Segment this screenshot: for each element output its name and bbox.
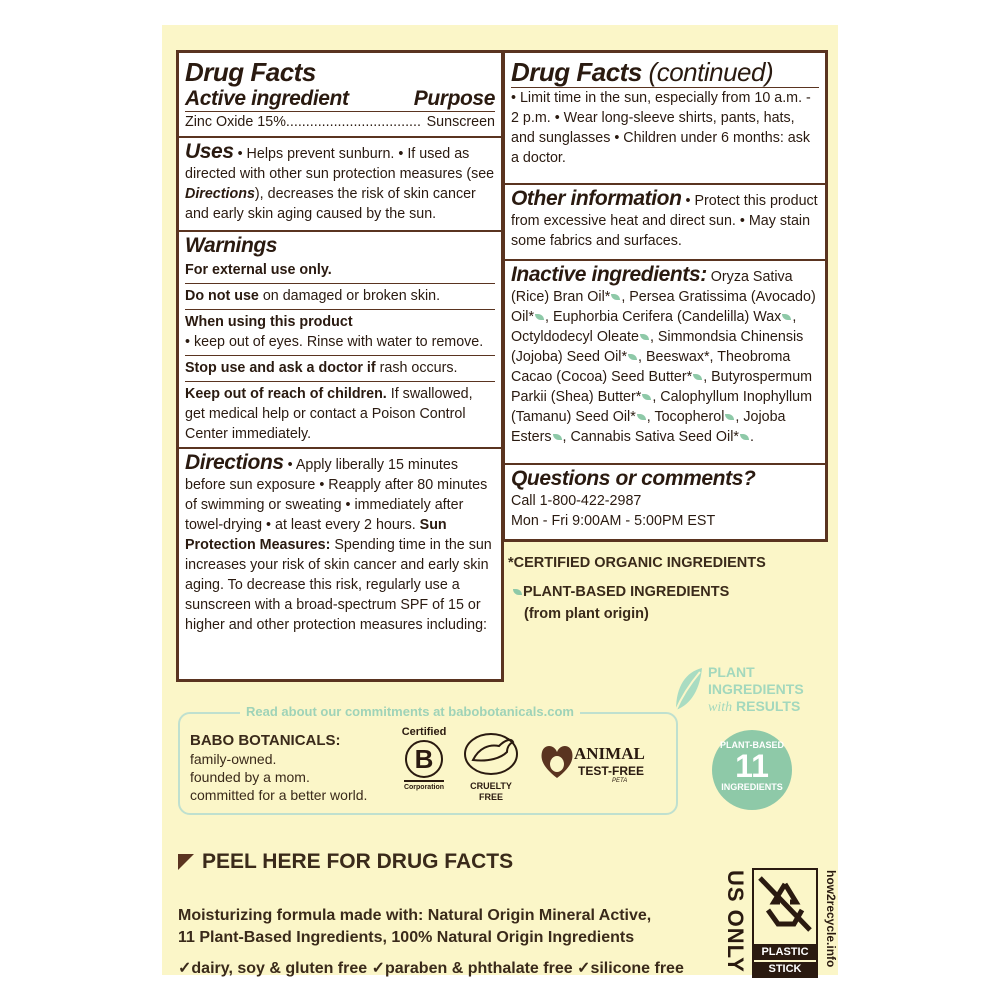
recycle-stick: STICK xyxy=(754,962,816,976)
when-using xyxy=(185,310,495,356)
inactive-p2: , Persea Gratissima (Avocado) Oil* xyxy=(511,289,816,325)
ingredient-purpose: Sunscreen xyxy=(426,114,495,130)
moist-line-1: Moisturizing formula made with: Natural Origin Mineral Active, xyxy=(178,907,652,924)
questions-hours: Mon - Fri 9:00AM - 5:00PM EST xyxy=(511,513,716,529)
continued-title xyxy=(511,57,819,87)
inactive-title: Inactive ingredients: xyxy=(511,263,707,286)
uses-directions-word: Directions xyxy=(185,186,255,202)
cruelty-text-1: CRUELTY xyxy=(470,781,512,791)
inactive-p6: , Beeswax*, Theobroma Cacao (Cocoa) Seed Butter* xyxy=(511,349,791,385)
bcorp-corporation: Corporation xyxy=(403,784,445,791)
peel-here-tab[interactable] xyxy=(178,850,513,874)
inactive-section xyxy=(505,261,825,465)
drug-facts-header xyxy=(179,53,501,138)
cruelty-text-2: FREE xyxy=(478,792,503,802)
peel-here-text: PEEL HERE FOR DRUG FACTS xyxy=(202,850,514,873)
recycle-badge xyxy=(752,868,818,978)
plant-results-text xyxy=(708,664,804,716)
drug-facts-left-panel xyxy=(176,50,504,682)
inactive-p3: , Euphorbia Cerifera (Candelilla) Wax xyxy=(545,309,782,325)
inactive-p9: , Tocopherol xyxy=(646,409,725,425)
inactive-p1: Oryza Sativa (Rice) Bran Oil* xyxy=(511,269,793,305)
plant-origin-legend: (from plant origin) xyxy=(524,606,649,622)
babo-line-3: committed for a better world. xyxy=(190,787,368,803)
babo-title: BABO BOTANICALS: xyxy=(190,732,341,749)
leaping-bunny-icon xyxy=(461,730,521,776)
plant-leaf-icon xyxy=(642,394,651,400)
drug-facts-title: Drug Facts xyxy=(185,57,316,87)
plant-based-text: PLANT-BASED INGREDIENTS xyxy=(523,584,730,600)
plant-results-results: RESULTS xyxy=(732,698,801,714)
moist-line-2: 11 Plant-Based Ingredients, 100% Natural Origin Ingredients xyxy=(178,929,635,946)
when-using-text: • keep out of eyes. Rinse with water to remove. xyxy=(185,334,484,350)
us-only-label: US ONLY xyxy=(723,870,748,973)
bcorp-circle-icon xyxy=(405,740,443,778)
warnings-section xyxy=(179,232,501,449)
purpose-label: Purpose xyxy=(413,87,495,110)
continued-word: (continued) xyxy=(648,57,774,87)
ingredient-name: Zinc Oxide 15%.................................. xyxy=(185,114,421,130)
inactive-p5: , Simmondsia Chinensis (Jojoba) Seed Oil* xyxy=(511,329,804,365)
other-info-title: Other information xyxy=(511,187,682,210)
bcorp-underline xyxy=(404,780,444,782)
other-info-section xyxy=(505,185,825,261)
questions-section xyxy=(505,465,825,535)
continued-section xyxy=(505,53,825,185)
other-info-text: • Protect this product from excessive heat and direct sun. • May stain some fabrics and surfaces. xyxy=(511,193,818,249)
uses-title: Uses xyxy=(185,140,234,163)
plant-leaf-icon xyxy=(782,314,791,320)
inactive-p11: , Cannabis Sativa Seed Oil* xyxy=(562,429,739,445)
babo-line-2: founded by a mom. xyxy=(190,769,310,785)
babo-line-1: family-owned. xyxy=(190,751,277,767)
recycle-plastic: PLASTIC xyxy=(754,944,816,960)
active-ingredient-label: Active ingredient xyxy=(185,87,349,110)
keep-out xyxy=(185,382,495,447)
animal-text-2: TEST-FREE xyxy=(578,764,645,778)
inactive-p12: . xyxy=(749,429,754,445)
how2recycle-url: how2recycle.info xyxy=(824,870,838,968)
animal-text-1: ANIMAL xyxy=(574,744,645,763)
uses-section xyxy=(179,138,501,232)
plant-leaf-icon xyxy=(693,374,702,380)
plant-results-line3 xyxy=(708,698,804,716)
keep-out-bold: Keep out of reach of children. xyxy=(185,386,387,402)
do-not-use-rest: on damaged or broken skin. xyxy=(258,288,441,304)
stop-use-rest: rash occurs. xyxy=(375,360,458,376)
read-about-link[interactable]: Read about our commitments at babobotanicals.com xyxy=(240,704,580,719)
plant-based-11-badge xyxy=(712,730,792,810)
plant-results-with: with xyxy=(708,700,733,715)
external-use: For external use only. xyxy=(185,258,495,284)
inactive-p10: , Jojoba Esters xyxy=(511,409,786,445)
plant-leaf-icon xyxy=(740,434,749,440)
directions-section xyxy=(179,449,501,639)
warnings-title: Warnings xyxy=(185,234,278,257)
plant-results-line1: PLANT xyxy=(708,664,755,680)
sun-protection-bold: Sun Protection Measures: xyxy=(185,517,447,553)
bcorp-letter: B xyxy=(414,744,434,774)
plant-leaf-icon xyxy=(637,414,646,420)
peel-corner-icon xyxy=(178,854,194,870)
drug-facts-right-panel xyxy=(502,50,828,542)
plant-leaf-icon xyxy=(553,434,562,440)
certified-organic-legend: *CERTIFIED ORGANIC INGREDIENTS xyxy=(508,555,766,571)
plant-based-legend xyxy=(512,584,729,600)
b-corp-badge xyxy=(396,726,452,791)
plant-leaf-icon xyxy=(513,589,522,595)
heart-bunny-icon xyxy=(540,740,574,780)
uses-text-2: ), decreases the risk of skin cancer and early skin aging caused by the sun. xyxy=(185,186,476,222)
questions-title: Questions or comments? xyxy=(511,467,756,490)
plant-ingredients-results-badge xyxy=(672,664,832,724)
sun-protection-text: Spending time in the sun increases your risk of skin cancer and early skin aging. To decrease this risk, regularly use a sunscreen with a broad-spectrum SPF of 15 or higher and other protection measures including: xyxy=(185,537,492,633)
plant-leaf-icon xyxy=(611,294,620,300)
circle-top-text: PLANT-BASED xyxy=(719,740,784,750)
do-not-use-bold: Do not use xyxy=(185,288,259,304)
directions-title: Directions xyxy=(185,451,284,474)
ingredient-row xyxy=(185,111,495,132)
peta-text: PETA xyxy=(612,778,628,784)
keep-out-rest: If swallowed, get medical help or contact a Poison Control Center immediately. xyxy=(185,386,473,442)
free-from-line: ✓dairy, soy & gluten free ✓paraben & phthalate free ✓silicone free xyxy=(178,960,684,977)
do-not-use xyxy=(185,284,495,310)
plant-leaf-icon xyxy=(535,314,544,320)
uses-text: • Helps prevent sunburn. • If used as directed with other sun protection measures (see xyxy=(185,146,495,182)
directions-text: • Apply liberally 15 minutes before sun exposure • Reapply after 80 minutes of swimming or sweating • immediately after towel-drying • at least every 2 hours. xyxy=(185,457,488,533)
leaf-logo-icon xyxy=(672,666,704,714)
questions-phone: Call 1-800-422-2987 xyxy=(511,493,642,509)
circle-number: 11 xyxy=(735,748,769,784)
continued-text: • Limit time in the sun, especially from 10 a.m. - 2 p.m. • Wear long-sleeve shirts, pants, hats, and sunglasses • Children under 6 months: ask a doctor. xyxy=(511,87,819,168)
cruelty-free-badge xyxy=(458,730,524,803)
bcorp-certified: Certified xyxy=(401,726,447,738)
continued-title-main: Drug Facts xyxy=(511,57,642,87)
crossed-recycle-icon xyxy=(754,874,816,934)
moisturizing-formula xyxy=(178,905,651,949)
inactive-p4: , Octyldodecyl Oleate xyxy=(511,309,797,345)
plant-leaf-icon xyxy=(640,334,649,340)
when-using-title: When using this product xyxy=(185,314,353,330)
plant-leaf-icon xyxy=(628,354,637,360)
circle-bottom-text: INGREDIENTS xyxy=(721,782,783,792)
stop-use xyxy=(185,356,495,382)
plant-results-line2: INGREDIENTS xyxy=(708,681,804,697)
active-purpose-row xyxy=(185,87,495,111)
stop-use-bold: Stop use and ask a doctor if xyxy=(185,360,376,376)
plant-leaf-icon xyxy=(725,414,734,420)
babo-botanicals-info xyxy=(190,732,367,804)
inactive-p8: , Calophyllum Inophyllum (Tamanu) Seed Oil* xyxy=(511,389,813,425)
inactive-p7: , Butyrospermum Parkii (Shea) Butter* xyxy=(511,369,813,405)
